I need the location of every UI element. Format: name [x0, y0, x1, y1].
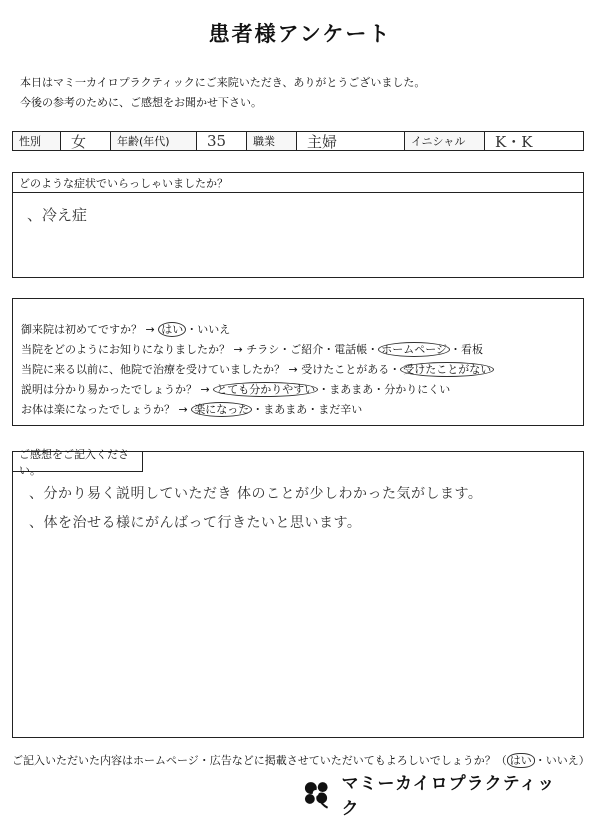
q1-option-no[interactable]: いいえ [197, 323, 231, 336]
page-title: 患者様アンケート [208, 22, 392, 46]
comments-box [12, 447, 584, 738]
job-label: 職業 [247, 132, 297, 150]
q4-options[interactable]: ・まあまあ・分かりにくい [318, 383, 451, 396]
comments-header: ご感想をご記入ください。 [13, 452, 143, 472]
q2-options-b[interactable]: ・看板 [450, 343, 483, 356]
q3-selected-option[interactable]: 受けたことがない [400, 362, 494, 377]
symptom-question: どのような症状でいらっしゃいましたか？ [13, 173, 583, 193]
intro-line-2: 今後の参考のために、ご感想をお聞かせ下さい。 [20, 96, 262, 109]
initial-label: イニシャル [405, 132, 485, 150]
q2-options-a[interactable]: チラシ・ご紹介・電話帳・ [246, 343, 379, 356]
intro-line-1: 本日はマミ一カイロプラクティックにご来院いただき、ありがとうございました。 [20, 76, 426, 89]
q3-text: 当院に来る以前に、他院で治療を受けていましたか？ [21, 363, 285, 376]
q2-arrow: → [233, 343, 243, 356]
q5-text: お体は楽になったでしょうか？ [21, 403, 175, 416]
logo-text: マミーカイロプラクティック [341, 774, 556, 819]
job-field[interactable]: 主婦 [297, 132, 405, 150]
consent-selected-option[interactable]: はい [507, 753, 535, 768]
q5-arrow: → [178, 403, 188, 416]
gender-label: 性別 [13, 132, 61, 150]
clinic-logo [300, 774, 570, 819]
survey-question-relief [21, 401, 362, 417]
symptom-box [12, 172, 584, 278]
age-field[interactable]: 35 [197, 132, 247, 150]
q1-text: 御来院は初めてですか？ [21, 323, 142, 336]
q1-arrow: → [145, 323, 155, 336]
q5-options[interactable]: ・まあまあ・まだ辛い [252, 403, 363, 416]
q4-selected-option[interactable]: とても分かりやすい [213, 382, 318, 397]
q5-selected-option[interactable]: 楽になった [191, 402, 252, 417]
comment-line-2[interactable]: 、体を治せる様にがんばって行きたいと思います。 [29, 515, 362, 531]
survey-question-referral [21, 341, 483, 357]
clover-flower-icon [300, 777, 334, 811]
consent-option-no[interactable]: ・いいえ） [534, 754, 590, 767]
comment-line-1[interactable]: 、分かり易く説明していただき 体のことが少しわかった気がします。 [29, 486, 483, 502]
patient-info-row [12, 131, 584, 151]
survey-question-first-visit [21, 321, 230, 337]
survey-question-prior-treatment [21, 361, 494, 377]
consent-text: ご記入いただいた内容はホームページ・広告などに掲載させていただいてもよろしいでしょうか？（ [12, 754, 507, 767]
survey-box [12, 298, 584, 426]
age-label: 年齢(年代) [111, 132, 197, 150]
q1-separator: ・ [186, 323, 198, 336]
q2-selected-option[interactable]: ホームページ [378, 342, 450, 357]
survey-question-explanation [21, 381, 450, 397]
gender-field[interactable]: 女 [61, 132, 111, 150]
q1-selected-option[interactable]: はい [158, 322, 186, 337]
q4-text: 説明は分かり易かったでしょうか？ [21, 383, 197, 396]
initial-field[interactable]: K・K [495, 132, 533, 151]
symptom-answer[interactable]: 、冷え症 [27, 206, 88, 224]
q4-arrow: → [200, 383, 210, 396]
publish-consent-question [12, 752, 590, 768]
q2-text: 当院をどのようにお知りになりましたか？ [21, 343, 230, 356]
q3-arrow: → [288, 363, 298, 376]
q3-option-yes[interactable]: 受けたことがある・ [301, 363, 401, 376]
